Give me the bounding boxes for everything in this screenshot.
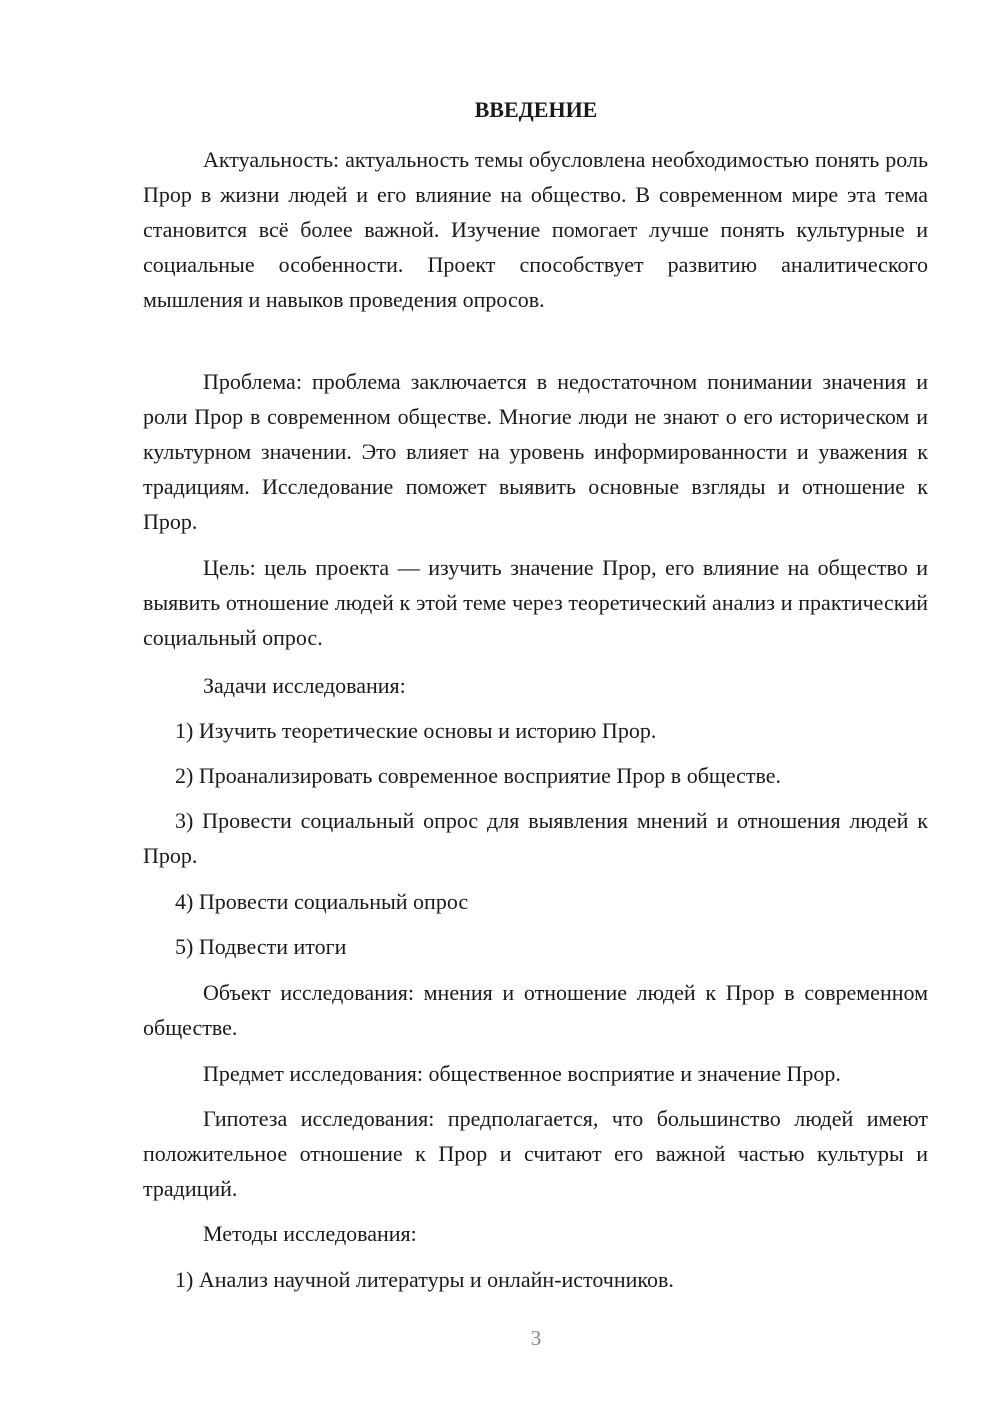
tasks-heading: Задачи исследования:: [203, 673, 406, 698]
page-number: 3: [530, 1326, 542, 1350]
paragraph-hypothesis: Гипотеза исследования: предполагается, что большинство людей имеют положительное отношение к Прор и считают его важной частью культуры и традиций.: [143, 1106, 928, 1201]
paragraph-problem: Проблема: проблема заключается в недостаточном понимании значения и роли Прор в современном обществе. Многие люди не знают о его историческом и культурном значении. Это влияет на уровень информированности и уважения к традициям. Исследование поможет выявить основные взгляды и отношение к Прор.: [143, 369, 928, 534]
methods-heading: Методы исследования:: [203, 1221, 417, 1246]
paragraph-object: Объект исследования: мнения и отношение людей к Прор в современном обществе.: [143, 980, 928, 1040]
paragraph-goal: Цель: цель проекта — изучить значение Прор, его влияние на общество и выявить отношение людей к этой теме через теоретический анализ и практический социальный опрос.: [143, 555, 928, 650]
page-title: ВВЕДЕНИЕ: [474, 97, 598, 122]
list-item-task-2: 2) Проанализировать современное восприятие Прор в обществе.: [175, 763, 782, 788]
list-item-task-3: 3) Провести социальный опрос для выявления мнений и отношения людей к Прор.: [143, 808, 928, 868]
list-item-task-5: 5) Подвести итоги: [175, 934, 347, 959]
paragraph-subject: Предмет исследования: общественное восприятие и значение Прор.: [203, 1061, 841, 1086]
list-item-task-1: 1) Изучить теоретические основы и историю Прор.: [175, 718, 657, 743]
paragraph-relevance: Актуальность: актуальность темы обусловлена необходимостью понять роль Прор в жизни людей и его влияние на общество. В современном мире эта тема становится всё более важной. Изучение помогает лучше понять культурные и социальные особенности. Проект способствует развитию аналитического мышления и навыков проведения опросов.: [143, 147, 928, 312]
list-item-task-4: 4) Провести социальный опрос: [175, 889, 469, 914]
list-item-method-1: 1) Анализ научной литературы и онлайн-источников.: [175, 1267, 674, 1292]
